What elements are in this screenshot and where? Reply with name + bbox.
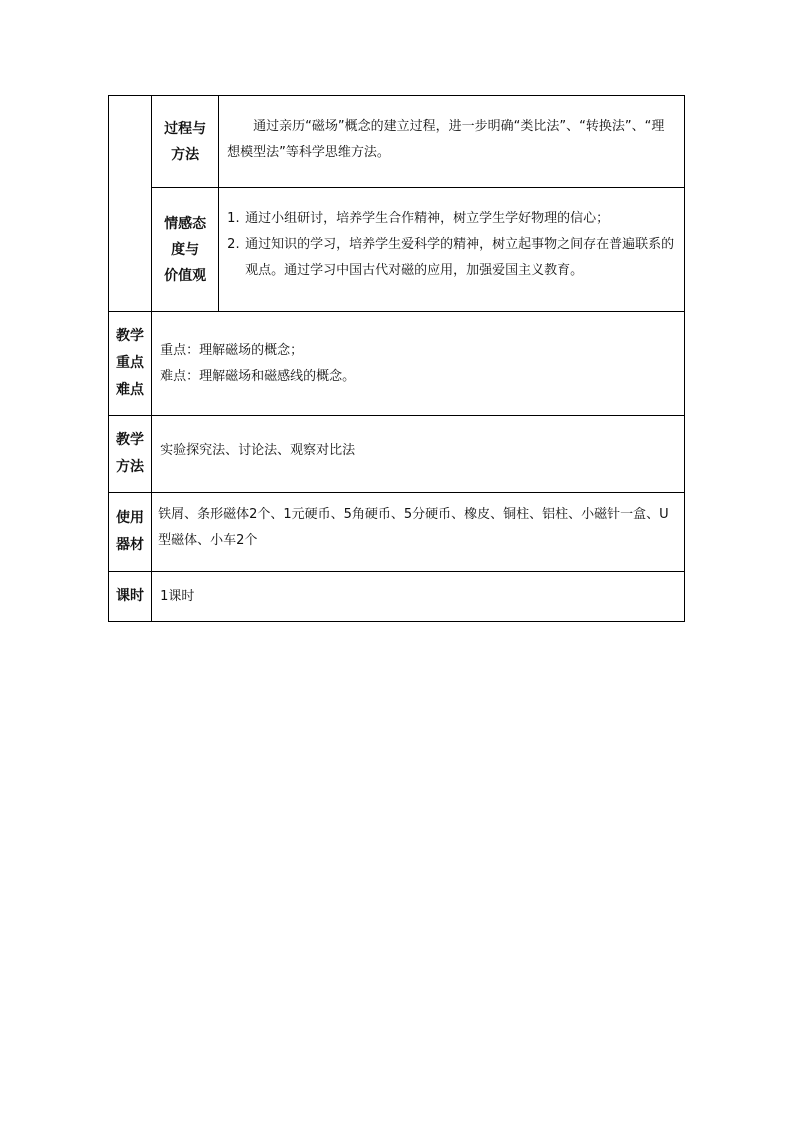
row-label-equipment [109,493,152,572]
label-line: 难点 [116,382,145,398]
row-key-points [109,312,685,416]
list-number: 1. [227,211,240,226]
row-content-methods [152,416,685,493]
row-label-duration [109,572,152,622]
row-content-equipment [152,493,685,572]
row-duration [109,572,685,622]
row-process-method [109,96,685,188]
duration-text: 1课时 [160,588,195,604]
list-text: 通过知识的学习，培养学生爱科学的精神，树立起事物之间存在普遍联系的观点。通过学习中国古代对磁的应用，加强爱国主义教育。 [245,237,675,278]
label-line: 器材 [116,537,145,553]
row-emotion-values [109,188,685,312]
row-equipment [109,493,685,572]
label-line: 方法 [171,146,200,163]
label-line: 方法 [116,459,145,475]
list-item [227,206,676,232]
difficulty-line: 难点：理解磁场和磁感线的概念。 [160,368,356,384]
duration-label: 课时 [116,588,145,604]
row-content-process-method [219,96,685,188]
row-label-emotion-values [152,188,219,312]
row-content-key-points [152,312,685,416]
lesson-plan-table [108,95,685,622]
label-line: 情感态 [164,215,207,232]
row-methods [109,416,685,493]
row-content-emotion-values [219,188,685,312]
label-line: 度与 [171,241,200,258]
label-line: 过程与 [164,120,207,137]
blank-merged-cell [109,96,152,312]
equipment-text: 铁屑、条形磁体2个、1元硬币、5角硬币、5分硬币、橡皮、铜柱、铝柱、小磁针一盒、U型磁体、小车2个 [158,507,669,548]
row-label-process-method [152,96,219,188]
row-content-duration [152,572,685,622]
methods-text: 实验探究法、讨论法、观察对比法 [160,443,356,458]
label-line: 教学 [116,328,145,344]
list-number: 2. [227,237,240,252]
process-method-text: 通过亲历“磁场”概念的建立过程，进一步明确“类比法”、“转换法”、“理想模型法”等科学思维方法。 [227,119,665,160]
label-line: 重点 [116,355,145,371]
row-label-methods [109,416,152,493]
label-line: 使用 [116,510,145,526]
list-text: 通过小组研讨，培养学生合作精神，树立学生学好物理的信心； [245,211,610,226]
list-item [227,232,676,284]
label-line: 教学 [116,432,145,448]
label-line: 价值观 [164,267,207,284]
row-label-key-points [109,312,152,416]
key-point-line: 重点：理解磁场的概念； [160,342,304,358]
